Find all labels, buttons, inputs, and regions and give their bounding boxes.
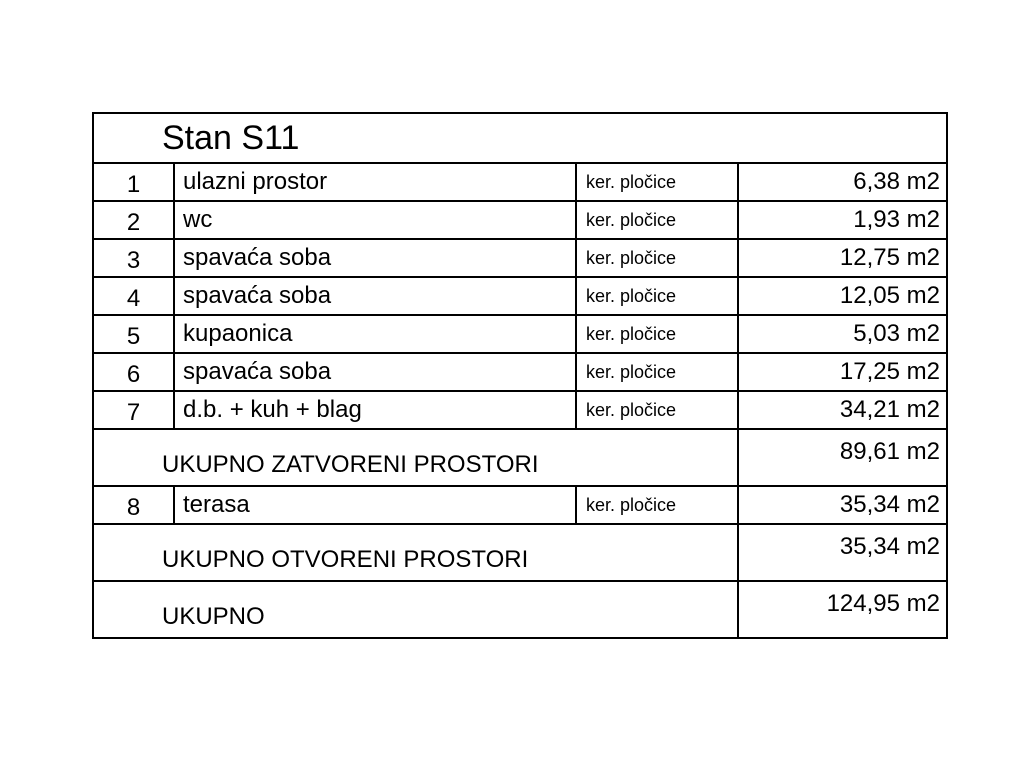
- grand-total-row: [94, 581, 946, 637]
- grand-total-label: UKUPNO: [94, 581, 738, 637]
- room-material: ker. pločice: [576, 277, 738, 315]
- room-material: ker. pločice: [576, 239, 738, 277]
- table-row: [94, 486, 946, 524]
- room-material: ker. pločice: [576, 486, 738, 524]
- total-closed-row: [94, 429, 946, 486]
- room-name: kupaonica: [174, 315, 576, 353]
- table-row: [94, 315, 946, 353]
- total-open-area: 35,34 m2: [738, 524, 946, 581]
- room-number: 5: [94, 315, 174, 353]
- room-area: 6,38 m2: [738, 163, 946, 201]
- table-row: [94, 353, 946, 391]
- room-name: d.b. + kuh + blag: [174, 391, 576, 429]
- room-material: ker. pločice: [576, 201, 738, 239]
- room-area: 35,34 m2: [738, 486, 946, 524]
- area-table-frame: [92, 112, 948, 639]
- room-area: 1,93 m2: [738, 201, 946, 239]
- room-number: 1: [94, 163, 174, 201]
- room-material: ker. pločice: [576, 391, 738, 429]
- table-row: [94, 239, 946, 277]
- apartment-title: Stan S11: [94, 114, 946, 163]
- total-open-label: UKUPNO OTVORENI PROSTORI: [94, 524, 738, 581]
- room-number: 3: [94, 239, 174, 277]
- area-table: [94, 114, 946, 637]
- room-name: spavaća soba: [174, 239, 576, 277]
- table-row: [94, 201, 946, 239]
- room-area: 17,25 m2: [738, 353, 946, 391]
- room-material: ker. pločice: [576, 353, 738, 391]
- room-name: spavaća soba: [174, 353, 576, 391]
- room-name: ulazni prostor: [174, 163, 576, 201]
- total-closed-area: 89,61 m2: [738, 429, 946, 486]
- room-number: 2: [94, 201, 174, 239]
- total-open-row: [94, 524, 946, 581]
- grand-total-area: 124,95 m2: [738, 581, 946, 637]
- table-row: [94, 163, 946, 201]
- room-area: 12,05 m2: [738, 277, 946, 315]
- room-name: terasa: [174, 486, 576, 524]
- room-material: ker. pločice: [576, 163, 738, 201]
- room-name: spavaća soba: [174, 277, 576, 315]
- table-row: [94, 277, 946, 315]
- room-number: 7: [94, 391, 174, 429]
- room-number: 4: [94, 277, 174, 315]
- room-name: wc: [174, 201, 576, 239]
- table-row: [94, 391, 946, 429]
- room-number: 6: [94, 353, 174, 391]
- room-number: 8: [94, 486, 174, 524]
- room-area: 34,21 m2: [738, 391, 946, 429]
- total-closed-label: UKUPNO ZATVORENI PROSTORI: [94, 429, 738, 486]
- room-area: 5,03 m2: [738, 315, 946, 353]
- room-area: 12,75 m2: [738, 239, 946, 277]
- room-material: ker. pločice: [576, 315, 738, 353]
